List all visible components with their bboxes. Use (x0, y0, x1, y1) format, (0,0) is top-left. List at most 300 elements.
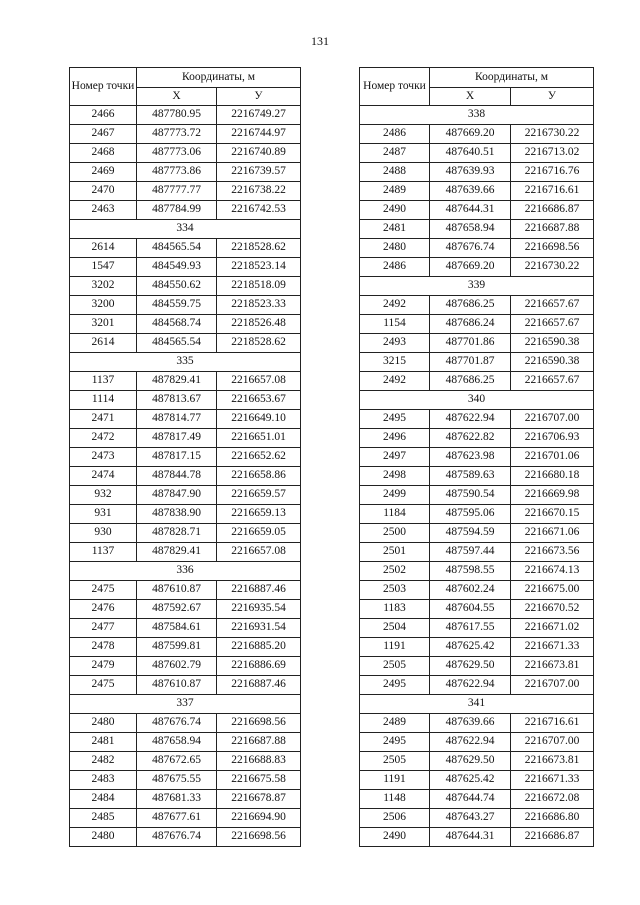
table-row (360, 239, 594, 258)
table-row (360, 144, 594, 163)
section-row (360, 277, 594, 296)
x-coordinate-cell: 487625.42 (430, 638, 511, 657)
y-coordinate-cell: 2216698.56 (217, 828, 301, 847)
point-number-cell: 1184 (360, 505, 430, 524)
y-coordinate-cell: 2216671.02 (511, 619, 594, 638)
point-number-header: Номер точки (360, 68, 430, 106)
table-row (360, 372, 594, 391)
x-coordinate-cell: 487644.31 (430, 201, 511, 220)
point-number-cell: 2479 (70, 657, 137, 676)
y-coordinate-cell: 2216680.18 (511, 467, 594, 486)
y-coordinate-cell: 2216670.52 (511, 600, 594, 619)
x-coordinate-cell: 487829.41 (137, 543, 217, 562)
point-number-cell: 2489 (360, 182, 430, 201)
section-row (70, 562, 301, 581)
x-coordinate-cell: 484565.54 (137, 334, 217, 353)
table-row (70, 448, 301, 467)
point-number-cell: 2495 (360, 410, 430, 429)
x-coordinate-cell: 484550.62 (137, 277, 217, 296)
point-number-cell: 2468 (70, 144, 137, 163)
point-number-cell: 2478 (70, 638, 137, 657)
point-number-cell: 2492 (360, 296, 430, 315)
x-coordinate-cell: 487686.25 (430, 296, 511, 315)
y-coordinate-cell: 2216887.46 (217, 676, 301, 695)
table-row (70, 752, 301, 771)
point-number-cell: 2500 (360, 524, 430, 543)
point-number-cell: 2466 (70, 106, 137, 125)
y-coordinate-cell: 2216659.13 (217, 505, 301, 524)
section-label: 339 (360, 277, 594, 296)
table-row (360, 505, 594, 524)
x-coordinate-cell: 487640.51 (430, 144, 511, 163)
y-coordinate-cell: 2218523.14 (217, 258, 301, 277)
point-number-cell: 931 (70, 505, 137, 524)
table-row (70, 429, 301, 448)
y-coordinate-cell: 2216678.87 (217, 790, 301, 809)
point-number-cell: 2498 (360, 467, 430, 486)
point-number-cell: 2480 (70, 714, 137, 733)
point-number-cell: 2497 (360, 448, 430, 467)
y-coordinate-cell: 2216739.57 (217, 163, 301, 182)
table-row (360, 543, 594, 562)
y-coordinate-cell: 2216886.69 (217, 657, 301, 676)
table-row (360, 429, 594, 448)
section-label: 338 (360, 106, 594, 125)
x-coordinate-cell: 487644.31 (430, 828, 511, 847)
section-row (360, 106, 594, 125)
y-coordinate-cell: 2216730.22 (511, 125, 594, 144)
x-coordinate-cell: 487602.79 (137, 657, 217, 676)
point-number-cell: 1547 (70, 258, 137, 277)
table-row (360, 296, 594, 315)
table-row (360, 220, 594, 239)
point-number-cell: 2467 (70, 125, 137, 144)
table-row (360, 562, 594, 581)
point-number-cell: 2614 (70, 334, 137, 353)
x-coordinate-cell: 484559.75 (137, 296, 217, 315)
point-number-cell: 2499 (360, 486, 430, 505)
table-row (360, 600, 594, 619)
point-number-cell: 2483 (70, 771, 137, 790)
table-row (360, 733, 594, 752)
point-number-cell: 2502 (360, 562, 430, 581)
table-row (360, 125, 594, 144)
y-coordinate-cell: 2216716.61 (511, 182, 594, 201)
table-row (360, 315, 594, 334)
y-coordinate-cell: 2216657.08 (217, 372, 301, 391)
table-row (360, 258, 594, 277)
x-coordinate-cell: 487676.74 (430, 239, 511, 258)
y-coordinate-cell: 2216687.88 (511, 220, 594, 239)
y-coordinate-cell: 2216716.76 (511, 163, 594, 182)
x-coordinate-cell: 487623.98 (430, 448, 511, 467)
y-coordinate-cell: 2216672.08 (511, 790, 594, 809)
y-header: У (511, 88, 594, 106)
y-coordinate-cell: 2216686.80 (511, 809, 594, 828)
point-number-cell: 2504 (360, 619, 430, 638)
table-row (70, 125, 301, 144)
y-coordinate-cell: 2216651.01 (217, 429, 301, 448)
page-number: 131 (311, 34, 329, 48)
x-coordinate-cell: 487622.94 (430, 733, 511, 752)
x-coordinate-cell: 487773.86 (137, 163, 217, 182)
coordinates-header: Координаты, м (430, 68, 594, 88)
point-number-cell: 2471 (70, 410, 137, 429)
y-coordinate-cell: 2218528.62 (217, 334, 301, 353)
x-coordinate-cell: 487817.49 (137, 429, 217, 448)
table-row (360, 182, 594, 201)
y-coordinate-cell: 2216935.54 (217, 600, 301, 619)
table-row (70, 144, 301, 163)
point-number-cell: 2506 (360, 809, 430, 828)
x-coordinate-cell: 487817.15 (137, 448, 217, 467)
table-row (70, 809, 301, 828)
table-row (360, 619, 594, 638)
table-row (360, 657, 594, 676)
point-number-header: Номер точки (70, 68, 137, 106)
section-row (360, 391, 594, 410)
y-coordinate-cell: 2216659.05 (217, 524, 301, 543)
point-number-cell: 2463 (70, 201, 137, 220)
table-row (360, 410, 594, 429)
x-coordinate-cell: 487676.74 (137, 714, 217, 733)
y-coordinate-cell: 2216698.56 (217, 714, 301, 733)
x-coordinate-cell: 487592.67 (137, 600, 217, 619)
table-row (360, 486, 594, 505)
table-row (70, 676, 301, 695)
x-coordinate-cell: 487594.59 (430, 524, 511, 543)
y-coordinate-cell: 2216674.13 (511, 562, 594, 581)
table-row (360, 828, 594, 847)
y-coordinate-cell: 2216590.38 (511, 334, 594, 353)
x-coordinate-cell: 487584.61 (137, 619, 217, 638)
y-coordinate-cell: 2216659.57 (217, 486, 301, 505)
x-coordinate-cell: 487643.27 (430, 809, 511, 828)
y-coordinate-cell: 2216675.00 (511, 581, 594, 600)
y-coordinate-cell: 2216885.20 (217, 638, 301, 657)
point-number-cell: 2495 (360, 733, 430, 752)
y-coordinate-cell: 2218528.62 (217, 239, 301, 258)
x-coordinate-cell: 487675.55 (137, 771, 217, 790)
point-number-cell: 1148 (360, 790, 430, 809)
x-coordinate-cell: 487681.33 (137, 790, 217, 809)
y-coordinate-cell: 2216590.38 (511, 353, 594, 372)
y-coordinate-cell: 2216686.87 (511, 828, 594, 847)
x-header: Х (137, 88, 217, 106)
point-number-cell: 2487 (360, 144, 430, 163)
x-coordinate-cell: 487686.24 (430, 315, 511, 334)
x-coordinate-cell: 487773.72 (137, 125, 217, 144)
table-row (360, 334, 594, 353)
table-row (70, 106, 301, 125)
x-coordinate-cell: 487597.44 (430, 543, 511, 562)
table-row (360, 448, 594, 467)
y-coordinate-cell: 2216673.81 (511, 657, 594, 676)
table-row (70, 714, 301, 733)
y-coordinate-cell: 2216673.56 (511, 543, 594, 562)
y-coordinate-cell: 2216673.81 (511, 752, 594, 771)
point-number-cell: 2495 (360, 676, 430, 695)
point-number-cell: 2480 (70, 828, 137, 847)
x-coordinate-cell: 487676.74 (137, 828, 217, 847)
table-row (70, 182, 301, 201)
point-number-cell: 2476 (70, 600, 137, 619)
x-coordinate-cell: 487773.06 (137, 144, 217, 163)
point-number-cell: 2472 (70, 429, 137, 448)
x-coordinate-cell: 487672.65 (137, 752, 217, 771)
x-coordinate-cell: 487590.54 (430, 486, 511, 505)
table-row (70, 467, 301, 486)
point-number-cell: 2473 (70, 448, 137, 467)
y-coordinate-cell: 2218523.33 (217, 296, 301, 315)
section-row (70, 695, 301, 714)
point-number-cell: 3200 (70, 296, 137, 315)
point-number-cell: 2485 (70, 809, 137, 828)
y-coordinate-cell: 2216744.97 (217, 125, 301, 144)
section-label: 335 (70, 353, 301, 372)
table-row (360, 809, 594, 828)
point-number-cell: 2505 (360, 752, 430, 771)
y-coordinate-cell: 2216707.00 (511, 676, 594, 695)
point-number-cell: 2489 (360, 714, 430, 733)
point-number-cell: 2492 (360, 372, 430, 391)
table-row (70, 315, 301, 334)
x-coordinate-cell: 487610.87 (137, 581, 217, 600)
y-coordinate-cell: 2216742.53 (217, 201, 301, 220)
table-row (360, 353, 594, 372)
point-number-cell: 1137 (70, 543, 137, 562)
y-coordinate-cell: 2216701.06 (511, 448, 594, 467)
y-coordinate-cell: 2216931.54 (217, 619, 301, 638)
coordinates-table-left (69, 67, 301, 847)
x-coordinate-cell: 487622.94 (430, 676, 511, 695)
point-number-cell: 1154 (360, 315, 430, 334)
y-coordinate-cell: 2216749.27 (217, 106, 301, 125)
x-coordinate-cell: 487644.74 (430, 790, 511, 809)
x-coordinate-cell: 487639.93 (430, 163, 511, 182)
section-row (70, 353, 301, 372)
y-coordinate-cell: 2216649.10 (217, 410, 301, 429)
point-number-cell: 2486 (360, 125, 430, 144)
x-coordinate-cell: 487604.55 (430, 600, 511, 619)
table-row (70, 543, 301, 562)
y-coordinate-cell: 2216698.56 (511, 239, 594, 258)
table-row (70, 828, 301, 847)
point-number-cell: 2474 (70, 467, 137, 486)
point-number-cell: 2614 (70, 239, 137, 258)
y-coordinate-cell: 2216657.67 (511, 372, 594, 391)
x-coordinate-cell: 487669.20 (430, 258, 511, 277)
y-coordinate-cell: 2216707.00 (511, 410, 594, 429)
y-coordinate-cell: 2216688.83 (217, 752, 301, 771)
table-row (360, 638, 594, 657)
table-row (360, 201, 594, 220)
point-number-cell: 2484 (70, 790, 137, 809)
table-row (70, 201, 301, 220)
point-number-cell: 2481 (70, 733, 137, 752)
y-coordinate-cell: 2216687.88 (217, 733, 301, 752)
table-row (70, 163, 301, 182)
coordinates-header: Координаты, м (137, 68, 301, 88)
x-coordinate-cell: 487589.63 (430, 467, 511, 486)
point-number-cell: 3215 (360, 353, 430, 372)
table-row (360, 524, 594, 543)
y-coordinate-cell: 2218518.09 (217, 277, 301, 296)
y-coordinate-cell: 2216652.62 (217, 448, 301, 467)
table-row (70, 505, 301, 524)
section-label: 336 (70, 562, 301, 581)
y-coordinate-cell: 2216658.86 (217, 467, 301, 486)
point-number-cell: 2475 (70, 581, 137, 600)
y-coordinate-cell: 2216669.98 (511, 486, 594, 505)
point-number-cell: 1191 (360, 771, 430, 790)
section-row (70, 220, 301, 239)
table-row (360, 752, 594, 771)
x-coordinate-cell: 487828.71 (137, 524, 217, 543)
point-number-cell: 3201 (70, 315, 137, 334)
y-coordinate-cell: 2216657.08 (217, 543, 301, 562)
x-coordinate-cell: 487847.90 (137, 486, 217, 505)
x-coordinate-cell: 487658.94 (137, 733, 217, 752)
point-number-cell: 2490 (360, 201, 430, 220)
section-row (360, 695, 594, 714)
y-coordinate-cell: 2216716.61 (511, 714, 594, 733)
point-number-cell: 2482 (70, 752, 137, 771)
x-coordinate-cell: 487813.67 (137, 391, 217, 410)
table-row (70, 296, 301, 315)
y-coordinate-cell: 2216671.06 (511, 524, 594, 543)
point-number-cell: 2470 (70, 182, 137, 201)
point-number-cell: 932 (70, 486, 137, 505)
y-header: У (217, 88, 301, 106)
table-row (360, 581, 594, 600)
point-number-cell: 2493 (360, 334, 430, 353)
x-coordinate-cell: 484568.74 (137, 315, 217, 334)
x-coordinate-cell: 487814.77 (137, 410, 217, 429)
table-row (70, 239, 301, 258)
table-row (70, 733, 301, 752)
x-coordinate-cell: 487701.86 (430, 334, 511, 353)
x-coordinate-cell: 487669.20 (430, 125, 511, 144)
table-row (70, 657, 301, 676)
table-row (360, 163, 594, 182)
x-coordinate-cell: 487599.81 (137, 638, 217, 657)
y-coordinate-cell: 2216671.33 (511, 638, 594, 657)
table-row (70, 486, 301, 505)
y-coordinate-cell: 2216738.22 (217, 182, 301, 201)
x-coordinate-cell: 487677.61 (137, 809, 217, 828)
point-number-cell: 2503 (360, 581, 430, 600)
table-row (70, 372, 301, 391)
y-coordinate-cell: 2216707.00 (511, 733, 594, 752)
point-number-cell: 2505 (360, 657, 430, 676)
x-coordinate-cell: 487610.87 (137, 676, 217, 695)
point-number-cell: 1137 (70, 372, 137, 391)
point-number-cell: 1191 (360, 638, 430, 657)
point-number-cell: 2481 (360, 220, 430, 239)
y-coordinate-cell: 2216887.46 (217, 581, 301, 600)
point-number-cell: 2469 (70, 163, 137, 182)
table-row (70, 619, 301, 638)
table-row (70, 600, 301, 619)
x-coordinate-cell: 487625.42 (430, 771, 511, 790)
point-number-cell: 2488 (360, 163, 430, 182)
table-row (70, 581, 301, 600)
x-coordinate-cell: 484565.54 (137, 239, 217, 258)
table-row (70, 391, 301, 410)
x-coordinate-cell: 487777.77 (137, 182, 217, 201)
table-row (70, 410, 301, 429)
y-coordinate-cell: 2216670.15 (511, 505, 594, 524)
table-row (360, 771, 594, 790)
point-number-cell: 2490 (360, 828, 430, 847)
point-number-cell: 2496 (360, 429, 430, 448)
table-row (360, 676, 594, 695)
point-number-cell: 1114 (70, 391, 137, 410)
x-coordinate-cell: 487629.50 (430, 752, 511, 771)
x-coordinate-cell: 487629.50 (430, 657, 511, 676)
y-coordinate-cell: 2216730.22 (511, 258, 594, 277)
point-number-cell: 2477 (70, 619, 137, 638)
table-row (70, 524, 301, 543)
x-coordinate-cell: 487844.78 (137, 467, 217, 486)
table-row (360, 467, 594, 486)
y-coordinate-cell: 2216675.58 (217, 771, 301, 790)
x-coordinate-cell: 487838.90 (137, 505, 217, 524)
table-row (70, 277, 301, 296)
point-number-cell: 2475 (70, 676, 137, 695)
x-coordinate-cell: 487639.66 (430, 714, 511, 733)
x-coordinate-cell: 487622.82 (430, 429, 511, 448)
table-row (360, 790, 594, 809)
x-coordinate-cell: 487784.99 (137, 201, 217, 220)
x-coordinate-cell: 487602.24 (430, 581, 511, 600)
point-number-cell: 2486 (360, 258, 430, 277)
y-coordinate-cell: 2216713.02 (511, 144, 594, 163)
y-coordinate-cell: 2216694.90 (217, 809, 301, 828)
table-row (70, 258, 301, 277)
section-label: 334 (70, 220, 301, 239)
y-coordinate-cell: 2216657.67 (511, 296, 594, 315)
x-coordinate-cell: 487617.55 (430, 619, 511, 638)
point-number-cell: 930 (70, 524, 137, 543)
section-label: 341 (360, 695, 594, 714)
x-coordinate-cell: 487639.66 (430, 182, 511, 201)
table-row (70, 771, 301, 790)
y-coordinate-cell: 2216653.67 (217, 391, 301, 410)
section-label: 340 (360, 391, 594, 410)
x-coordinate-cell: 487658.94 (430, 220, 511, 239)
x-header: Х (430, 88, 511, 106)
x-coordinate-cell: 487598.55 (430, 562, 511, 581)
y-coordinate-cell: 2216686.87 (511, 201, 594, 220)
x-coordinate-cell: 487622.94 (430, 410, 511, 429)
x-coordinate-cell: 487595.06 (430, 505, 511, 524)
point-number-cell: 2501 (360, 543, 430, 562)
table-row (360, 714, 594, 733)
x-coordinate-cell: 487686.25 (430, 372, 511, 391)
table-row (70, 334, 301, 353)
y-coordinate-cell: 2216706.93 (511, 429, 594, 448)
x-coordinate-cell: 484549.93 (137, 258, 217, 277)
point-number-cell: 3202 (70, 277, 137, 296)
y-coordinate-cell: 2218526.48 (217, 315, 301, 334)
x-coordinate-cell: 487780.95 (137, 106, 217, 125)
coordinates-table-right (359, 67, 594, 847)
table-row (70, 790, 301, 809)
x-coordinate-cell: 487829.41 (137, 372, 217, 391)
x-coordinate-cell: 487701.87 (430, 353, 511, 372)
